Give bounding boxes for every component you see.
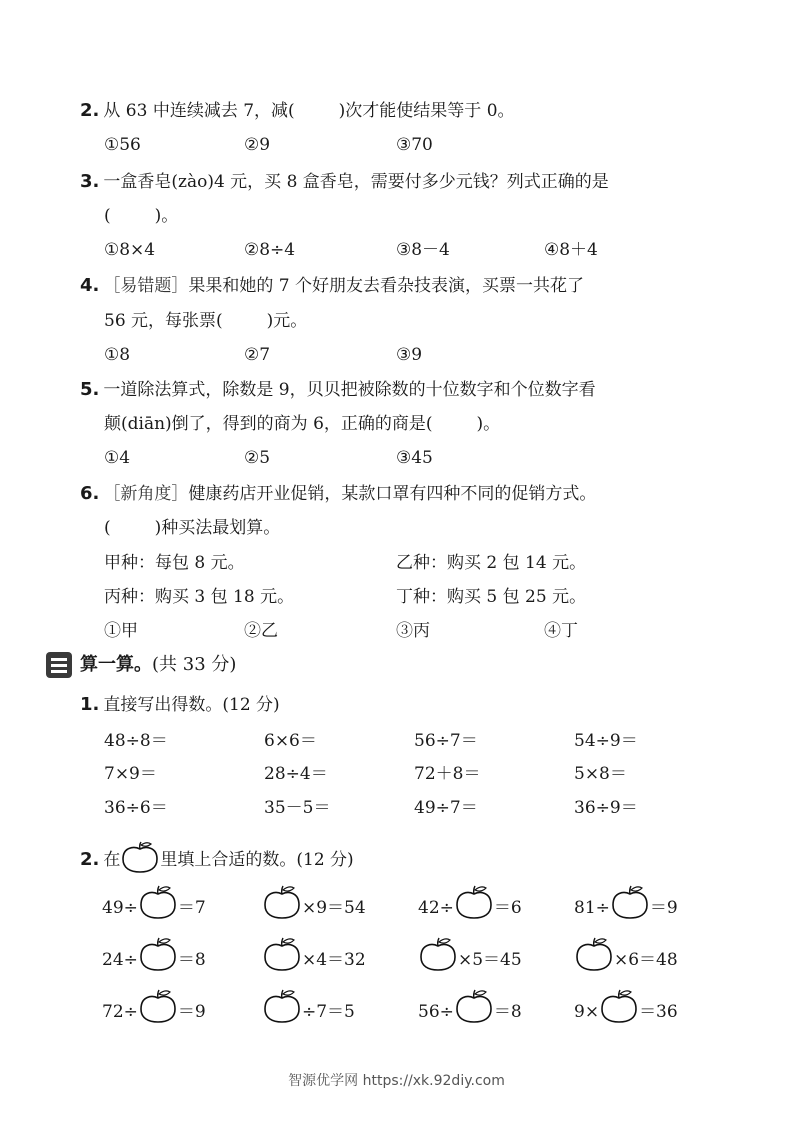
plan-text: 丙种：购买 3 包 18 元。 [104, 587, 295, 607]
option: ①8×4 [104, 240, 156, 260]
option: ②5 [244, 448, 271, 468]
calc-expression: 48÷8＝ [104, 731, 168, 751]
plan-text: 乙种：购买 2 包 14 元。 [396, 553, 587, 573]
question-text: 一道除法算式，除数是 9，贝贝把被除数的十位数字和个位数字看 [103, 380, 596, 400]
expression-right: ＝8 [177, 950, 206, 970]
fill-in-expression [418, 884, 522, 933]
question-text: 在 [103, 850, 121, 870]
question-text: )元。 [266, 311, 308, 331]
apple-icon [120, 840, 160, 881]
option: ②8÷4 [244, 240, 296, 260]
question-text: )。 [476, 414, 501, 434]
calc-expression: 72＋8＝ [414, 764, 481, 784]
fill-in-expression [102, 936, 206, 985]
question-text: 里填上合适的数。(12 分) [160, 850, 354, 870]
section-title [80, 652, 236, 678]
expression-left: 49÷ [102, 898, 138, 918]
apple-blank-icon[interactable] [138, 936, 178, 985]
option: ④8＋4 [544, 240, 598, 260]
question-5 [80, 378, 596, 402]
apple-blank-icon[interactable] [454, 988, 494, 1037]
fill-in-expression [418, 988, 522, 1037]
question-text: )种买法最划算。 [154, 518, 281, 538]
question-text: ( [104, 518, 111, 538]
apple-blank-icon[interactable] [138, 988, 178, 1037]
part-2-heading [80, 840, 354, 881]
expression-left: 56÷ [418, 1002, 454, 1022]
question-number: 1. [80, 694, 100, 715]
plan-text: 丁种：购买 5 包 25 元。 [396, 587, 587, 607]
question-number: 3. [80, 171, 100, 192]
expression-left: 72÷ [102, 1002, 138, 1022]
question-3 [80, 170, 609, 194]
question-3-line2 [104, 204, 178, 228]
question-number: 5. [80, 379, 100, 400]
question-2 [80, 99, 515, 123]
calc-expression: 36÷9＝ [574, 798, 638, 818]
option: ③70 [396, 135, 433, 155]
calc-expression: 36÷6＝ [104, 798, 168, 818]
calc-expression: 49÷7＝ [414, 798, 478, 818]
question-number: 4. [80, 275, 100, 296]
apple-blank-icon[interactable] [262, 884, 302, 933]
question-text: )。 [154, 206, 179, 226]
fill-in-expression [574, 936, 678, 985]
expression-right: ＝9 [177, 1002, 206, 1022]
fill-in-expression [262, 936, 366, 985]
calc-expression: 7×9＝ [104, 764, 157, 784]
question-text: 一盒香皂(zào)4 元，买 8 盒香皂，需要付多少元钱？列式正确的是 [103, 172, 609, 192]
fill-in-expression [262, 988, 355, 1037]
option: ③9 [396, 345, 423, 365]
question-tag: ［易错题］ [103, 276, 189, 296]
question-text: 直接写出得数。(12 分) [103, 695, 280, 715]
expression-right: ＝7 [177, 898, 206, 918]
part-1-heading [80, 693, 280, 717]
option: ②9 [244, 135, 271, 155]
calc-expression: 35－5＝ [264, 798, 331, 818]
question-text: 颠(diān)倒了，得到的商为 6，正确的商是( [104, 414, 433, 434]
expression-left: 81÷ [574, 898, 610, 918]
option: ②7 [244, 345, 271, 365]
question-4 [80, 274, 584, 298]
fill-in-expression [418, 936, 522, 985]
question-number: 2. [80, 100, 100, 121]
apple-blank-icon[interactable] [454, 884, 494, 933]
question-text: 健康药店开业促销，某款口罩有四种不同的促销方式。 [188, 484, 597, 504]
calc-expression: 54÷9＝ [574, 731, 638, 751]
plan-text: 甲种：每包 8 元。 [104, 553, 245, 573]
question-text: 果果和她的 7 个好朋友去看杂技表演，买票一共花了 [188, 276, 584, 296]
section-title-main: 算一算。 [80, 654, 152, 675]
expression-right: ＝6 [493, 898, 522, 918]
apple-blank-icon[interactable] [574, 936, 614, 985]
calc-expression: 6×6＝ [264, 731, 317, 751]
question-text: )次才能使结果等于 0。 [338, 101, 515, 121]
fill-in-expression [574, 884, 678, 933]
option: ③8－4 [396, 240, 450, 260]
expression-right: ×5＝45 [458, 950, 522, 970]
expression-left: 42÷ [418, 898, 454, 918]
question-6 [80, 482, 596, 506]
section-score: (共 33 分) [152, 654, 237, 675]
option: ③45 [396, 448, 433, 468]
expression-right: ＝9 [649, 898, 678, 918]
option: ①甲 [104, 621, 138, 641]
question-text: ( [104, 206, 111, 226]
expression-left: 24÷ [102, 950, 138, 970]
question-text: 56 元，每张票( [104, 311, 223, 331]
option: ②乙 [244, 621, 278, 641]
fill-in-expression [102, 988, 206, 1037]
section-three-badge-icon [46, 652, 72, 678]
expression-right: ＝36 [639, 1002, 678, 1022]
expression-right: ×9＝54 [302, 898, 366, 918]
option: ③丙 [396, 621, 430, 641]
option: ①4 [104, 448, 131, 468]
option: ①8 [104, 345, 131, 365]
expression-right: ×6＝48 [614, 950, 678, 970]
expression-right: ×4＝32 [302, 950, 366, 970]
option: ④丁 [544, 621, 578, 641]
apple-blank-icon[interactable] [610, 884, 650, 933]
expression-right: ＝8 [493, 1002, 522, 1022]
question-5-line2 [104, 412, 500, 436]
apple-blank-icon[interactable] [418, 936, 458, 985]
expression-left: 9× [574, 1002, 600, 1022]
question-6-line2 [104, 516, 280, 540]
fill-in-expression [262, 884, 366, 933]
question-tag: ［新角度］ [103, 484, 189, 504]
fill-in-expression [574, 988, 678, 1037]
calc-expression: 56÷7＝ [414, 731, 478, 751]
fill-in-expression [102, 884, 206, 933]
apple-blank-icon[interactable] [599, 988, 639, 1037]
question-text: 从 63 中连续减去 7，减( [103, 101, 295, 121]
question-4-line2 [104, 309, 307, 333]
option: ①56 [104, 135, 141, 155]
apple-blank-icon[interactable] [138, 884, 178, 933]
apple-blank-icon[interactable] [262, 936, 302, 985]
footer-watermark: 智源优学网 https://xk.92diy.com [288, 1073, 505, 1089]
question-number: 2. [80, 849, 100, 870]
expression-right: ÷7＝5 [302, 1002, 355, 1022]
question-number: 6. [80, 483, 100, 504]
calc-expression: 5×8＝ [574, 764, 627, 784]
calc-expression: 28÷4＝ [264, 764, 328, 784]
apple-blank-icon[interactable] [262, 988, 302, 1037]
